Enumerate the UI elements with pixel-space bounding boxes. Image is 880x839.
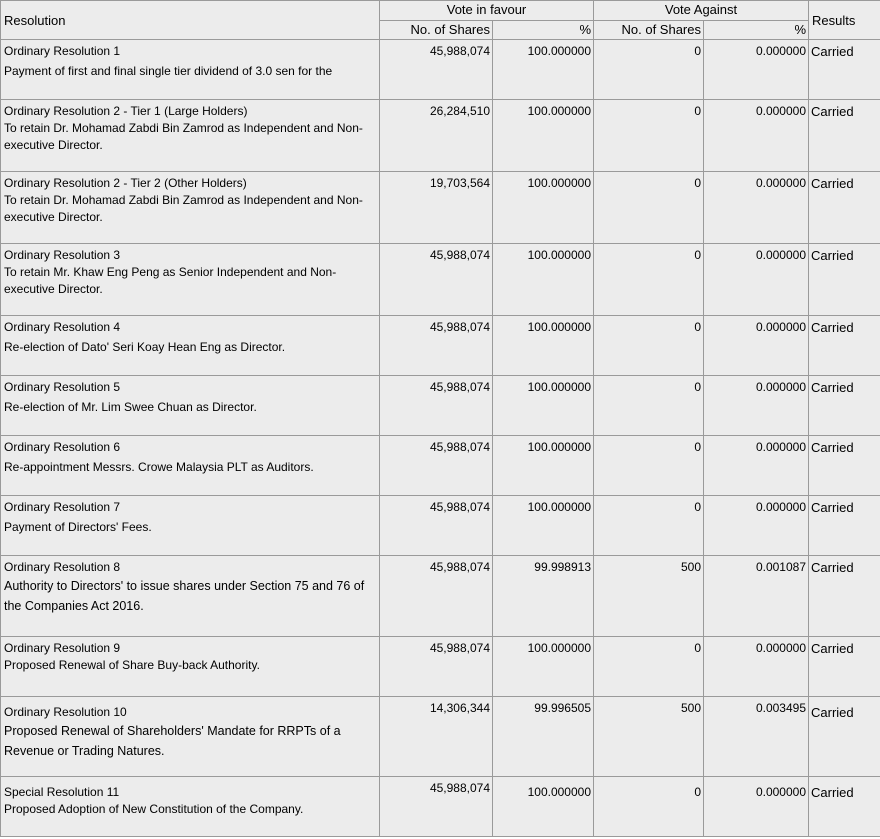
header-favour-pct: %: [493, 20, 594, 40]
resolution-title: Ordinary Resolution 9: [4, 641, 121, 655]
header-results: Results: [809, 1, 880, 40]
against-percent: 0.000000: [704, 637, 809, 697]
resolution-title: Ordinary Resolution 1: [4, 44, 121, 58]
resolution-cell: [1, 100, 380, 172]
resolution-description: Payment of first and final single tier dividend of 3.0 sen for the: [4, 64, 333, 78]
result: Carried: [809, 777, 880, 837]
against-percent: 0.000000: [704, 40, 809, 100]
table-row: [1, 496, 880, 556]
resolution-cell: [1, 244, 380, 316]
resolution-description: To retain Dr. Mohamad Zabdi Bin Zamrod as Independent and Non-executive Director.: [4, 121, 363, 152]
against-shares: 0: [594, 40, 704, 100]
against-percent: 0.000000: [704, 496, 809, 556]
header-vote-against: Vote Against: [594, 1, 809, 21]
favour-shares: 45,988,074: [380, 637, 493, 697]
favour-shares: 45,988,074: [380, 40, 493, 100]
resolution-description: Re-appointment Messrs. Crowe Malaysia PLT as Auditors.: [4, 460, 314, 474]
against-percent: 0.000000: [704, 100, 809, 172]
against-shares: 0: [594, 637, 704, 697]
result: Carried: [809, 244, 880, 316]
resolution-title: Ordinary Resolution 2 - Tier 1 (Large Holders): [4, 104, 248, 118]
resolution-cell: [1, 436, 380, 496]
favour-shares: 26,284,510: [380, 100, 493, 172]
resolution-cell: [1, 556, 380, 637]
against-percent: 0.000000: [704, 436, 809, 496]
favour-shares: 45,988,074: [380, 496, 493, 556]
against-shares: 0: [594, 244, 704, 316]
favour-percent: 100.000000: [493, 40, 594, 100]
favour-percent: 100.000000: [493, 637, 594, 697]
resolution-description: Proposed Adoption of New Constitution of the Company.: [4, 802, 304, 816]
favour-percent: 100.000000: [493, 436, 594, 496]
favour-percent: 99.998913: [493, 556, 594, 637]
resolution-cell: [1, 637, 380, 697]
table-row: [1, 777, 880, 837]
table-row: [1, 376, 880, 436]
against-percent: 0.000000: [704, 376, 809, 436]
favour-shares: 45,988,074: [380, 436, 493, 496]
table-row: [1, 244, 880, 316]
favour-percent: 100.000000: [493, 100, 594, 172]
resolution-cell: [1, 40, 380, 100]
result: Carried: [809, 40, 880, 100]
resolution-cell: [1, 697, 380, 777]
result: Carried: [809, 100, 880, 172]
against-percent: 0.000000: [704, 316, 809, 376]
table-row: [1, 172, 880, 244]
result: Carried: [809, 316, 880, 376]
result: Carried: [809, 172, 880, 244]
against-percent: 0.000000: [704, 244, 809, 316]
favour-percent: 99.996505: [493, 697, 594, 777]
header-against-pct: %: [704, 20, 809, 40]
favour-shares: 45,988,074: [380, 244, 493, 316]
resolution-description: To retain Dr. Mohamad Zabdi Bin Zamrod as Independent and Non-executive Director.: [4, 193, 363, 224]
table-row: [1, 556, 880, 637]
against-shares: 0: [594, 172, 704, 244]
result: Carried: [809, 556, 880, 637]
resolution-title: Ordinary Resolution 7: [4, 500, 121, 514]
favour-percent: 100.000000: [493, 496, 594, 556]
favour-shares: 45,988,074: [380, 777, 493, 837]
resolution-title: Special Resolution 11: [4, 785, 120, 799]
against-percent: 0.001087: [704, 556, 809, 637]
table-row: [1, 316, 880, 376]
against-shares: 0: [594, 777, 704, 837]
resolution-description: To retain Mr. Khaw Eng Peng as Senior Independent and Non-executive Director.: [4, 265, 337, 296]
against-percent: 0.000000: [704, 172, 809, 244]
against-shares: 0: [594, 376, 704, 436]
resolution-title: Ordinary Resolution 4: [4, 320, 121, 334]
resolution-title: Ordinary Resolution 2 - Tier 2 (Other Holders): [4, 176, 247, 190]
favour-shares: 14,306,344: [380, 697, 493, 777]
header-favour-shares: No. of Shares: [380, 20, 493, 40]
against-shares: 0: [594, 436, 704, 496]
resolution-description: Authority to Directors' to issue shares under Section 75 and 76 of the Companies Act 2016.: [4, 579, 365, 613]
header-resolution: Resolution: [1, 1, 380, 40]
resolution-cell: [1, 376, 380, 436]
resolution-cell: [1, 496, 380, 556]
against-shares: 0: [594, 316, 704, 376]
favour-percent: 100.000000: [493, 244, 594, 316]
header-vote-in-favour: Vote in favour: [380, 1, 594, 21]
resolution-title: Ordinary Resolution 5: [4, 380, 121, 394]
favour-shares: 45,988,074: [380, 376, 493, 436]
against-shares: 0: [594, 100, 704, 172]
resolution-description: Re-election of Mr. Lim Swee Chuan as Director.: [4, 400, 257, 414]
resolution-cell: [1, 172, 380, 244]
table-row: [1, 637, 880, 697]
against-percent: 0.000000: [704, 777, 809, 837]
favour-percent: 100.000000: [493, 316, 594, 376]
resolution-description: Payment of Directors' Fees.: [4, 520, 152, 534]
favour-percent: 100.000000: [493, 376, 594, 436]
favour-shares: 19,703,564: [380, 172, 493, 244]
table-row: [1, 697, 880, 777]
table-row: [1, 100, 880, 172]
table-row: [1, 436, 880, 496]
favour-shares: 45,988,074: [380, 556, 493, 637]
header-against-shares: No. of Shares: [594, 20, 704, 40]
against-shares: 500: [594, 556, 704, 637]
resolution-description: Proposed Renewal of Shareholders' Mandate for RRPTs of a Revenue or Trading Natures.: [4, 724, 341, 758]
resolution-title: Ordinary Resolution 10: [4, 705, 127, 719]
against-shares: 500: [594, 697, 704, 777]
favour-shares: 45,988,074: [380, 316, 493, 376]
favour-percent: 100.000000: [493, 172, 594, 244]
resolution-title: Ordinary Resolution 8: [4, 560, 121, 574]
against-shares: 0: [594, 496, 704, 556]
result: Carried: [809, 637, 880, 697]
result: Carried: [809, 697, 880, 777]
resolution-title: Ordinary Resolution 3: [4, 248, 121, 262]
resolution-description: Re-election of Dato' Seri Koay Hean Eng as Director.: [4, 340, 286, 354]
result: Carried: [809, 496, 880, 556]
result: Carried: [809, 376, 880, 436]
favour-percent: 100.000000: [493, 777, 594, 837]
resolution-cell: [1, 777, 380, 837]
result: Carried: [809, 436, 880, 496]
against-percent: 0.003495: [704, 697, 809, 777]
resolution-title: Ordinary Resolution 6: [4, 440, 121, 454]
table-row: [1, 40, 880, 100]
resolution-cell: [1, 316, 380, 376]
resolution-description: Proposed Renewal of Share Buy-back Authority.: [4, 658, 260, 672]
